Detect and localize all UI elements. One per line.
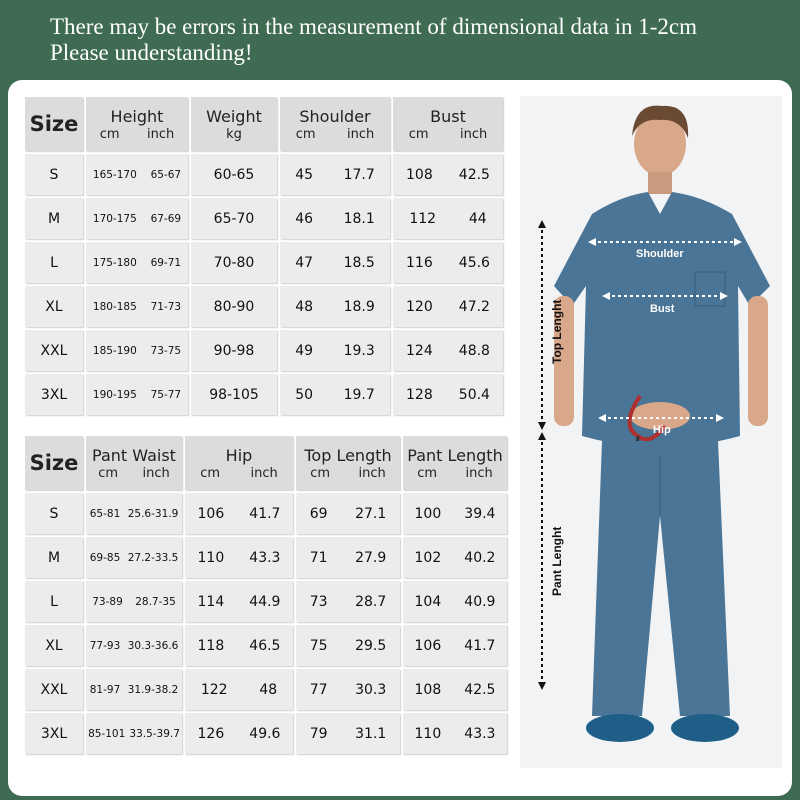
table-row [25,198,503,239]
waist-inch: 30.3-36.6 [127,639,179,652]
height-cm: 170-175 [92,212,137,225]
bust-inch: 48.8 [458,342,490,359]
pant-length-inch: 39.4 [464,505,496,522]
pant-length-inch: 43.3 [464,725,496,742]
waist-cm: 85-101 [88,727,126,740]
size-cell: XXL [25,330,83,371]
top-length-cm: 75 [309,637,328,654]
height-cm: 190-195 [92,388,137,401]
height-inch: 67-69 [150,212,182,225]
hip-inch: 43.3 [249,549,281,566]
hip-cm: 126 [197,725,225,742]
pant-length-label: Pant Lenght [550,526,564,596]
size-cell: XL [25,625,83,666]
weight-cell: 90-98 [191,330,277,371]
table-row [25,493,507,534]
shoulder-cm: 47 [295,254,314,271]
table-row [25,625,507,666]
table-row [25,154,503,195]
bust-inch: 44 [468,210,487,227]
table-row [25,669,507,710]
table-row [25,537,507,578]
waist-cm: 81-97 [89,683,121,696]
waist-inch: 28.7-35 [135,595,176,608]
weight-cell: 60-65 [191,154,277,195]
hip-cm: 110 [197,549,225,566]
shoulder-cm: 50 [295,386,314,403]
hip-cm: 118 [197,637,225,654]
bust-label: Bust [650,303,675,315]
bust-cm: 120 [406,298,433,315]
size-cell: 3XL [25,374,83,415]
table-row [25,374,503,415]
size-cell: S [25,154,83,195]
pant-length-cm: 108 [414,681,442,698]
top-length-cm: 69 [309,505,328,522]
pant-length-cm: 104 [414,593,442,610]
top-length-inch: 29.5 [355,637,387,654]
top-length-header: Top Length cm inch [296,436,400,490]
size-cell: XL [25,286,83,327]
pant-length-inch: 40.2 [464,549,496,566]
top-length-cm: 77 [309,681,328,698]
top-length-inch: 27.9 [355,549,387,566]
shoulder-cm: 48 [295,298,314,315]
weight-cell: 80-90 [191,286,277,327]
bust-cm: 108 [406,166,433,183]
hip-inch: 49.6 [249,725,281,742]
bust-inch: 42.5 [458,166,490,183]
shoulder-inch: 19.7 [343,386,375,403]
measurement-notice: There may be errors in the measurement of dimensional data in 1-2cm Please understanding! [50,14,697,65]
pant-length-cm: 110 [414,725,442,742]
height-cm: 175-180 [92,256,137,269]
hip-cm: 114 [197,593,225,610]
weight-cell: 65-70 [191,198,277,239]
table-row [25,286,503,327]
bust-cm: 112 [409,210,437,227]
hip-inch: 41.7 [249,505,281,522]
shoulder-label: Shoulder [636,248,684,260]
height-cm: 180-185 [92,300,137,313]
bust-inch: 45.6 [458,254,490,271]
pant-length-inch: 41.7 [464,637,496,654]
top-length-cm: 79 [309,725,328,742]
model-photo [520,96,782,768]
bust-header: Bust cm inch [393,97,503,151]
top-length-inch: 30.3 [355,681,387,698]
waist-inch: 27.2-33.5 [127,551,179,564]
bust-inch: 47.2 [458,298,490,315]
bust-cm: 128 [406,386,433,403]
table-row [25,330,503,371]
pant-length-inch: 40.9 [464,593,496,610]
hip-inch: 44.9 [249,593,281,610]
hip-header: Hip cm inch [185,436,293,490]
size-cell: M [25,198,83,239]
pant-length-cm: 100 [414,505,442,522]
shoulder-inch: 18.5 [343,254,375,271]
height-inch: 73-75 [150,344,182,357]
top-size-table [22,94,506,418]
waist-cm: 69-85 [89,551,121,564]
height-header: Height cm inch [86,97,188,151]
top-length-cm: 73 [309,593,328,610]
bottom-size-table [22,433,510,757]
shoulder-cm: 49 [295,342,314,359]
waist-cm: 65-81 [89,507,121,520]
pant-waist-header: Pant Waist cm inch [86,436,182,490]
waist-inch: 25.6-31.9 [127,507,179,520]
size-cell: L [25,581,83,622]
shoulder-cm: 45 [295,166,314,183]
size-cell: 3XL [25,713,83,754]
height-cm: 185-190 [92,344,137,357]
size-cell: S [25,493,83,534]
height-inch: 71-73 [150,300,182,313]
height-cm: 165-170 [92,168,137,181]
table-row [25,581,507,622]
table-row [25,242,503,283]
top-length-inch: 27.1 [355,505,387,522]
shoulder-header: Shoulder cm inch [280,97,390,151]
shoulder-cm: 46 [295,210,314,227]
weight-cell: 70-80 [191,242,277,283]
shoulder-inch: 17.7 [343,166,375,183]
table-row [25,713,507,754]
weight-header: Weight kg [191,97,277,151]
hip-label: Hip [653,424,671,436]
top-length-cm: 71 [309,549,328,566]
size-header: Size [25,97,83,151]
model-figure [520,96,782,768]
waist-inch: 31.9-38.2 [127,683,179,696]
waist-inch: 33.5-39.7 [129,727,180,740]
top-length-inch: 31.1 [355,725,387,742]
pant-length-cm: 102 [414,549,442,566]
size-header: Size [25,436,83,490]
top-length-label: Top Lenght [550,299,564,364]
top-length-inch: 28.7 [355,593,387,610]
size-cell: M [25,537,83,578]
hip-inch: 48 [259,681,278,698]
bust-cm: 116 [406,254,433,271]
height-inch: 65-67 [150,168,182,181]
bust-cm: 124 [406,342,433,359]
height-inch: 75-77 [150,388,182,401]
size-cell: XXL [25,669,83,710]
weight-cell: 98-105 [191,374,277,415]
shoulder-inch: 19.3 [343,342,375,359]
size-cell: L [25,242,83,283]
pant-length-cm: 106 [414,637,442,654]
shoulder-inch: 18.1 [343,210,375,227]
hip-cm: 106 [197,505,225,522]
pant-length-header: Pant Length cm inch [403,436,507,490]
height-inch: 69-71 [150,256,182,269]
waist-cm: 77-93 [89,639,121,652]
shoulder-inch: 18.9 [343,298,375,315]
hip-inch: 46.5 [249,637,281,654]
waist-cm: 73-89 [92,595,123,608]
hip-cm: 122 [200,681,228,698]
pant-length-inch: 42.5 [464,681,496,698]
bust-inch: 50.4 [458,386,490,403]
